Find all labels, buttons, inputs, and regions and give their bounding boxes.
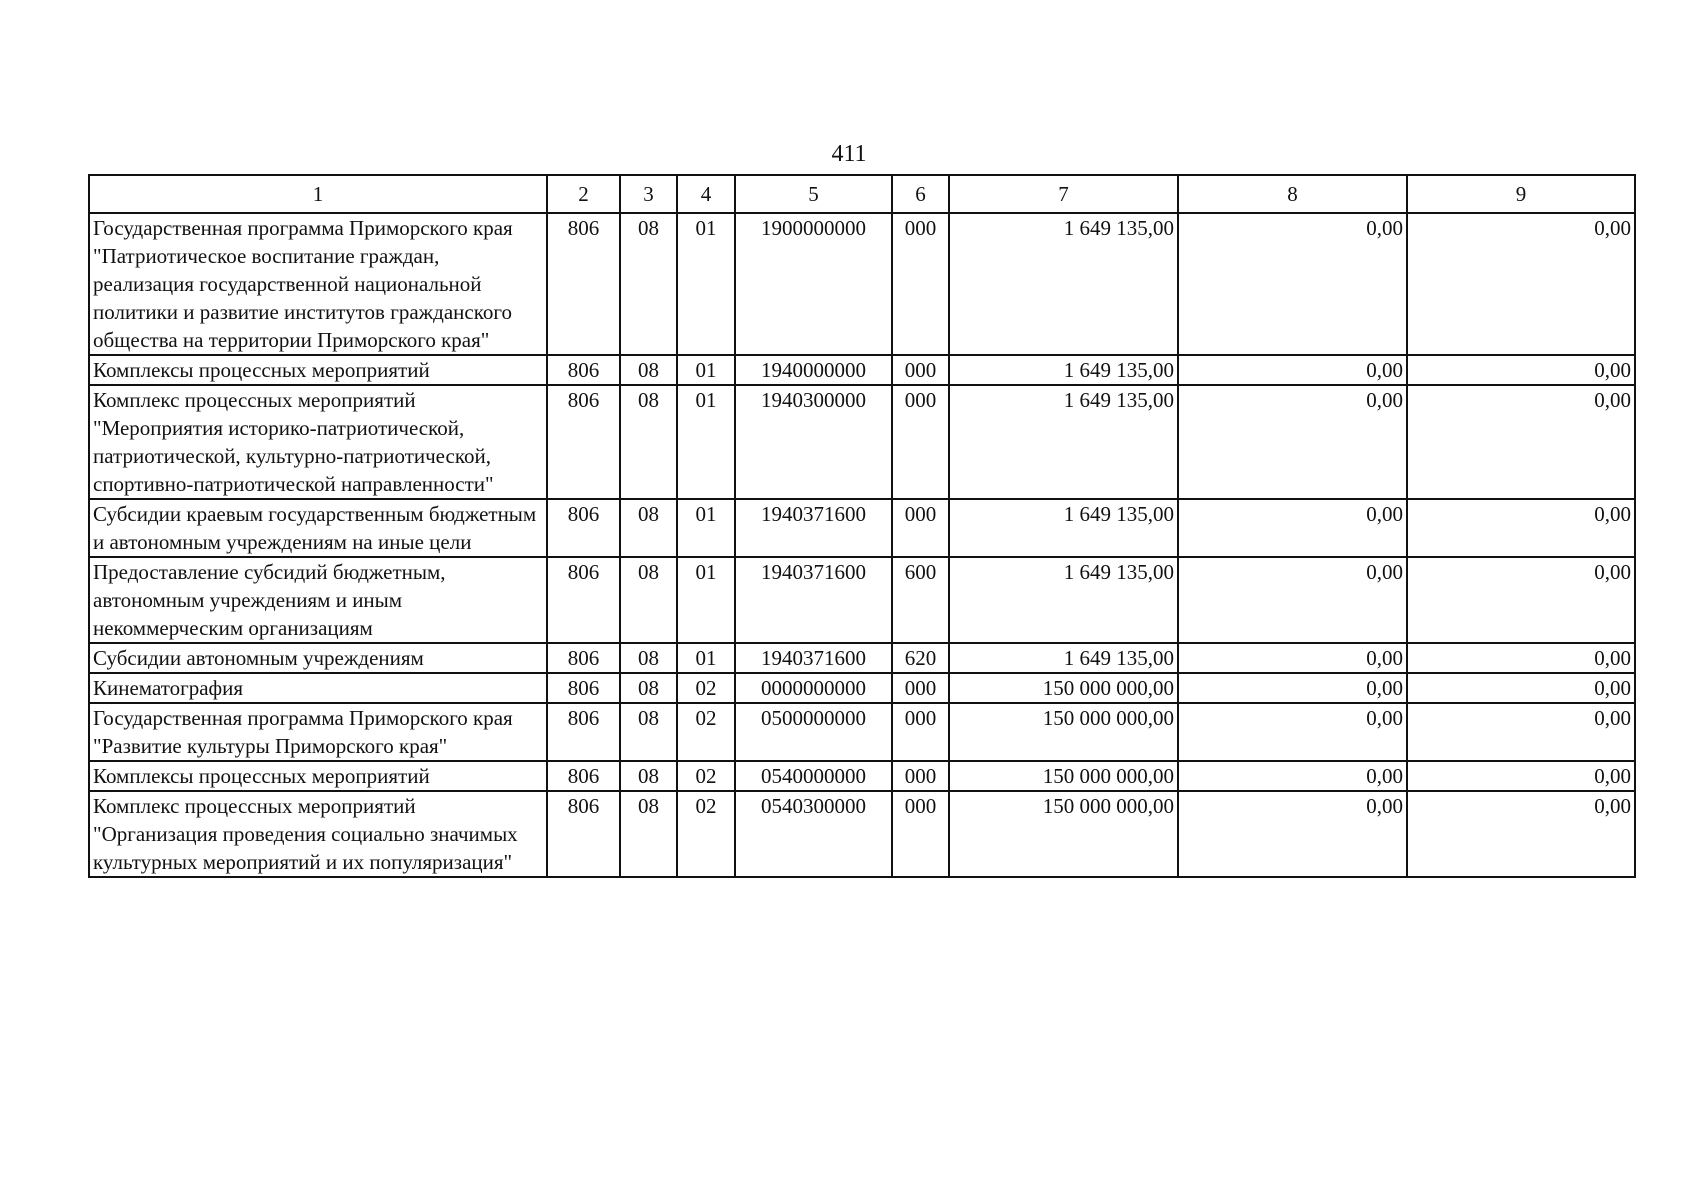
admin-code-cell: 806 [547, 673, 620, 703]
row-name-cell: Субсидии автономным учреждениям [89, 643, 547, 673]
row-name-cell: Комплексы процессных мероприятий [89, 761, 547, 791]
table-row [89, 791, 1635, 877]
admin-code-cell: 806 [547, 643, 620, 673]
admin-code-cell: 806 [547, 761, 620, 791]
amount-col7-cell: 150 000 000,00 [949, 703, 1178, 761]
section-code-cell: 08 [620, 643, 677, 673]
table-row [89, 385, 1635, 499]
subsection-code-cell: 01 [677, 643, 735, 673]
section-code-cell: 08 [620, 703, 677, 761]
admin-code-cell: 806 [547, 703, 620, 761]
expense-type-cell: 000 [892, 385, 949, 499]
amount-col9-cell: 0,00 [1407, 213, 1635, 355]
table-row [89, 355, 1635, 385]
expense-type-cell: 000 [892, 499, 949, 557]
page-number: 411 [831, 141, 867, 167]
subsection-code-cell: 02 [677, 673, 735, 703]
expense-type-cell: 000 [892, 703, 949, 761]
row-name-cell: Предоставление субсидий бюджетным, автономным учреждениям и иным некоммерческим организациям [89, 557, 547, 643]
header-cell-4: 4 [677, 175, 735, 213]
target-article-cell: 1940371600 [735, 499, 892, 557]
amount-col8-cell: 0,00 [1178, 643, 1407, 673]
amount-col8-cell: 0,00 [1178, 213, 1407, 355]
amount-col7-cell: 150 000 000,00 [949, 673, 1178, 703]
amount-col7-cell: 1 649 135,00 [949, 557, 1178, 643]
amount-col8-cell: 0,00 [1178, 703, 1407, 761]
table-row [89, 673, 1635, 703]
row-name-cell: Кинематография [89, 673, 547, 703]
amount-col8-cell: 0,00 [1178, 385, 1407, 499]
row-name-cell: Государственная программа Приморского края "Патриотическое воспитание граждан, реализация государственной национальной политики и развитие институтов гражданского общества на территории Приморского края" [89, 213, 547, 355]
amount-col9-cell: 0,00 [1407, 791, 1635, 877]
amount-col7-cell: 150 000 000,00 [949, 761, 1178, 791]
expense-type-cell: 000 [892, 673, 949, 703]
subsection-code-cell: 01 [677, 385, 735, 499]
expense-type-cell: 000 [892, 761, 949, 791]
amount-col7-cell: 1 649 135,00 [949, 643, 1178, 673]
amount-col8-cell: 0,00 [1178, 499, 1407, 557]
amount-col8-cell: 0,00 [1178, 761, 1407, 791]
expense-type-cell: 000 [892, 791, 949, 877]
amount-col7-cell: 1 649 135,00 [949, 213, 1178, 355]
target-article-cell: 1940371600 [735, 557, 892, 643]
row-name-cell: Комплекс процессных мероприятий "Мероприятия историко-патриотической, патриотической, культурно-патриотической, спортивно-патриотической направленности" [89, 385, 547, 499]
amount-col7-cell: 1 649 135,00 [949, 355, 1178, 385]
target-article-cell: 1940300000 [735, 385, 892, 499]
section-code-cell: 08 [620, 673, 677, 703]
target-article-cell: 1940371600 [735, 643, 892, 673]
row-name-cell: Государственная программа Приморского края "Развитие культуры Приморского края" [89, 703, 547, 761]
expense-type-cell: 000 [892, 355, 949, 385]
amount-col9-cell: 0,00 [1407, 499, 1635, 557]
amount-col7-cell: 1 649 135,00 [949, 385, 1178, 499]
target-article-cell: 0000000000 [735, 673, 892, 703]
header-cell-1: 1 [89, 175, 547, 213]
section-code-cell: 08 [620, 355, 677, 385]
row-name-cell: Комплексы процессных мероприятий [89, 355, 547, 385]
target-article-cell: 0540300000 [735, 791, 892, 877]
table-row [89, 761, 1635, 791]
header-cell-6: 6 [892, 175, 949, 213]
amount-col9-cell: 0,00 [1407, 703, 1635, 761]
amount-col8-cell: 0,00 [1178, 673, 1407, 703]
table-row [89, 213, 1635, 355]
section-code-cell: 08 [620, 499, 677, 557]
header-row [89, 175, 1635, 213]
admin-code-cell: 806 [547, 355, 620, 385]
amount-col7-cell: 150 000 000,00 [949, 791, 1178, 877]
admin-code-cell: 806 [547, 791, 620, 877]
target-article-cell: 0500000000 [735, 703, 892, 761]
expense-type-cell: 600 [892, 557, 949, 643]
amount-col9-cell: 0,00 [1407, 761, 1635, 791]
subsection-code-cell: 01 [677, 499, 735, 557]
subsection-code-cell: 01 [677, 557, 735, 643]
header-cell-9: 9 [1407, 175, 1635, 213]
amount-col9-cell: 0,00 [1407, 673, 1635, 703]
table-row [89, 643, 1635, 673]
admin-code-cell: 806 [547, 213, 620, 355]
subsection-code-cell: 02 [677, 703, 735, 761]
table-row [89, 703, 1635, 761]
subsection-code-cell: 01 [677, 213, 735, 355]
section-code-cell: 08 [620, 385, 677, 499]
target-article-cell: 1940000000 [735, 355, 892, 385]
amount-col8-cell: 0,00 [1178, 355, 1407, 385]
target-article-cell: 1900000000 [735, 213, 892, 355]
header-cell-5: 5 [735, 175, 892, 213]
admin-code-cell: 806 [547, 499, 620, 557]
section-code-cell: 08 [620, 761, 677, 791]
section-code-cell: 08 [620, 791, 677, 877]
header-cell-7: 7 [949, 175, 1178, 213]
header-cell-2: 2 [547, 175, 620, 213]
subsection-code-cell: 01 [677, 355, 735, 385]
budget-table [88, 174, 1636, 878]
expense-type-cell: 000 [892, 213, 949, 355]
subsection-code-cell: 02 [677, 761, 735, 791]
amount-col9-cell: 0,00 [1407, 355, 1635, 385]
row-name-cell: Субсидии краевым государственным бюджетным и автономным учреждениям на иные цели [89, 499, 547, 557]
admin-code-cell: 806 [547, 557, 620, 643]
amount-col8-cell: 0,00 [1178, 557, 1407, 643]
amount-col9-cell: 0,00 [1407, 557, 1635, 643]
amount-col9-cell: 0,00 [1407, 643, 1635, 673]
expense-type-cell: 620 [892, 643, 949, 673]
target-article-cell: 0540000000 [735, 761, 892, 791]
amount-col7-cell: 1 649 135,00 [949, 499, 1178, 557]
table-row [89, 499, 1635, 557]
section-code-cell: 08 [620, 557, 677, 643]
admin-code-cell: 806 [547, 385, 620, 499]
amount-col8-cell: 0,00 [1178, 791, 1407, 877]
row-name-cell: Комплекс процессных мероприятий "Организация проведения социально значимых культурных мероприятий и их популяризация" [89, 791, 547, 877]
table-row [89, 557, 1635, 643]
header-cell-8: 8 [1178, 175, 1407, 213]
section-code-cell: 08 [620, 213, 677, 355]
header-cell-3: 3 [620, 175, 677, 213]
subsection-code-cell: 02 [677, 791, 735, 877]
amount-col9-cell: 0,00 [1407, 385, 1635, 499]
